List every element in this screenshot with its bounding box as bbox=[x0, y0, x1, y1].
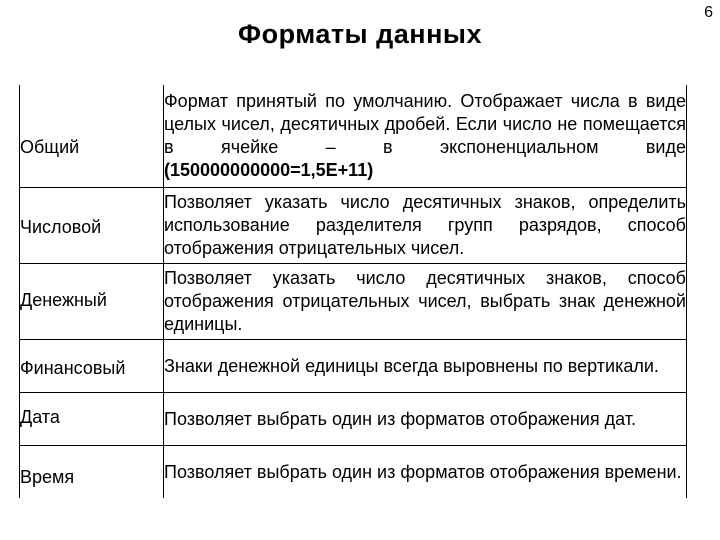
format-name-cell bbox=[20, 264, 164, 340]
table-row bbox=[20, 446, 687, 499]
format-name-cell bbox=[20, 188, 164, 264]
format-name-cell bbox=[20, 340, 164, 393]
format-description-cell bbox=[164, 340, 687, 393]
format-description-cell bbox=[164, 393, 687, 446]
format-description-cell bbox=[164, 85, 687, 188]
format-description: Позволяет выбрать один из форматов отображения времени. bbox=[164, 461, 682, 482]
format-name: Время bbox=[20, 466, 75, 487]
format-name-cell bbox=[20, 85, 164, 188]
table-row bbox=[20, 188, 687, 264]
slide-title: Форматы данных bbox=[238, 19, 482, 49]
table-row bbox=[20, 264, 687, 340]
format-name: Числовой bbox=[20, 217, 102, 237]
format-name-cell bbox=[20, 393, 164, 446]
format-name: Дата bbox=[20, 406, 60, 427]
format-description: Позволяет указать число десятичных знаков, определить использование разделителя групп разрядов, способ отображения отрицательных чисел. bbox=[164, 192, 686, 258]
format-description: Знаки денежной единицы всегда выровнены по вертикали. bbox=[164, 355, 659, 376]
format-description-cell bbox=[164, 264, 687, 340]
table-row bbox=[20, 85, 687, 188]
format-name: Денежный bbox=[20, 290, 107, 310]
format-description: Формат принятый по умолчанию. Отображает числа в виде целых чисел, десятичных дробей. Если число не помещается в ячейке – в экспоненциальном виде bbox=[164, 91, 686, 157]
format-name: Общий bbox=[20, 136, 80, 157]
table-row bbox=[20, 340, 687, 393]
format-description: Позволяет выбрать один из форматов отображения дат. bbox=[164, 408, 636, 429]
format-name-cell bbox=[20, 446, 164, 499]
format-description-cell bbox=[164, 188, 687, 264]
table-row bbox=[20, 393, 687, 446]
format-description: Позволяет указать число десятичных знаков, способ отображения отрицательных чисел, выбрать знак денежной единицы. bbox=[164, 268, 686, 334]
formats-table bbox=[19, 85, 687, 498]
slide-number: 6 bbox=[704, 4, 713, 21]
format-example: (150000000000=1,5E+11) bbox=[164, 160, 374, 180]
format-name: Финансовый bbox=[20, 357, 126, 378]
format-description-cell bbox=[164, 446, 687, 499]
